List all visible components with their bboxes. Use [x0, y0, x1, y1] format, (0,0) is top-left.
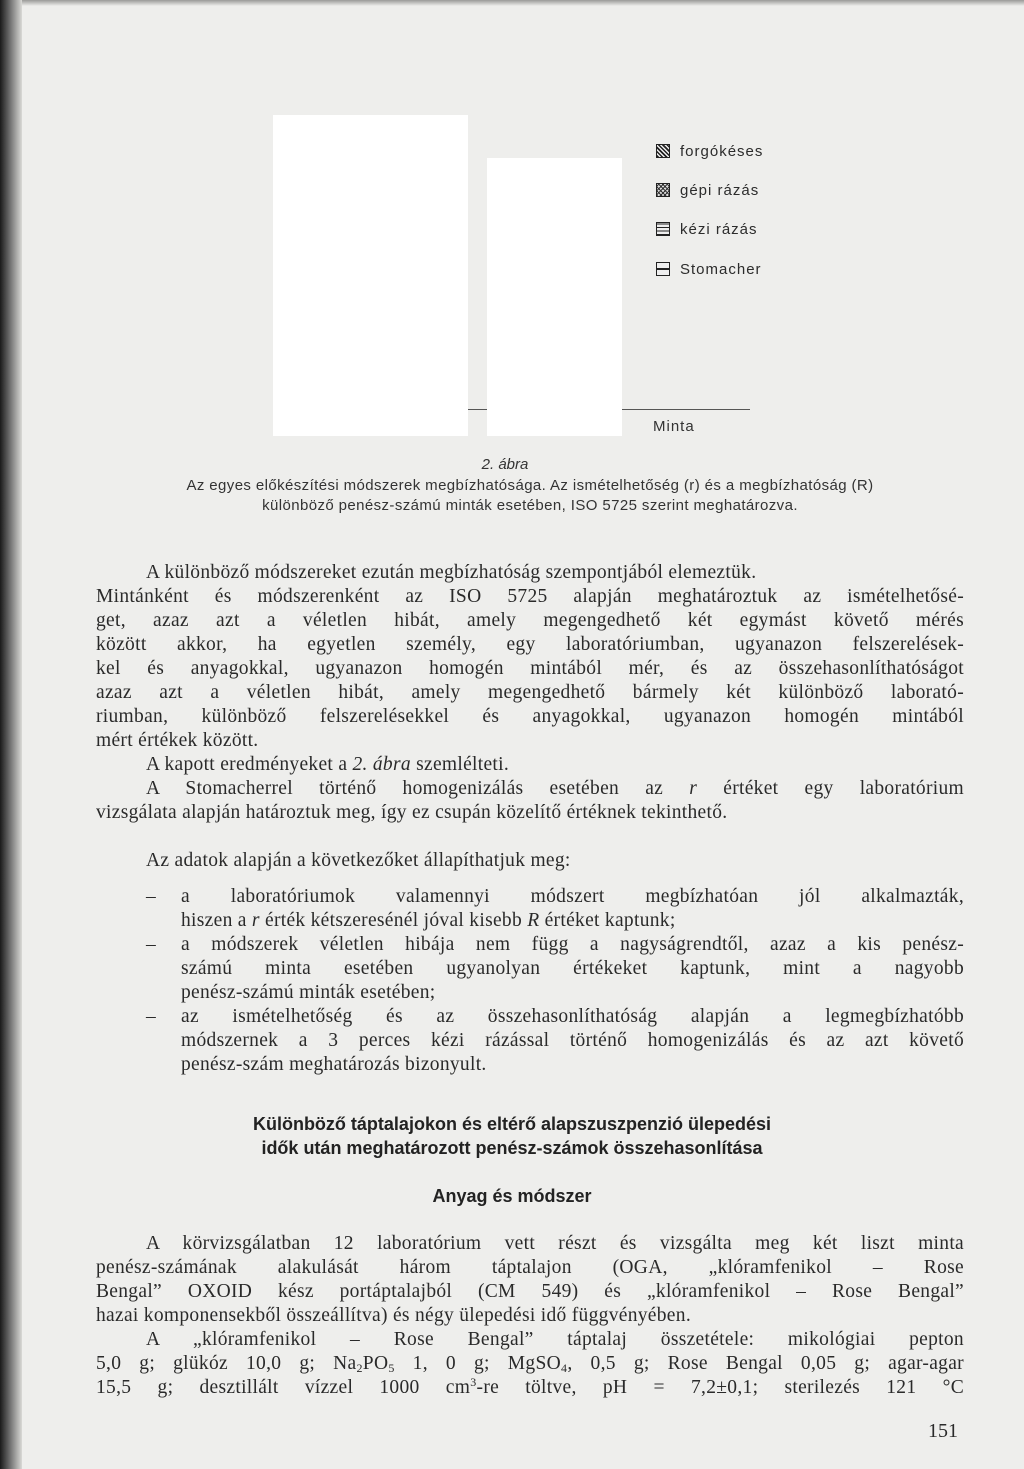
paragraph-line: [146, 777, 964, 801]
paragraph-line: A körvizsgálatban 12 laboratórium vett részt és vizsgálta meg két liszt minta: [146, 1233, 964, 1254]
text-run: A Stomacherrel történő homogenizálás esetében az: [146, 778, 690, 799]
legend-swatch-icon: [656, 262, 670, 276]
bullet-dash: –: [146, 1006, 157, 1027]
paragraph-line: A különböző módszereket ezután megbízhatóság szempontjából elemeztük.: [146, 562, 757, 583]
paragraph-line: Az adatok alapján a következőket állapíthatjuk meg:: [146, 850, 571, 871]
figure-caption: [80, 476, 980, 516]
scan-edge-shadow: [0, 0, 22, 1469]
caption-line: Az egyes előkészítési módszerek megbízhatósága. Az ismételhetőség (r) és a megbízhatóság (R): [186, 477, 874, 494]
text-run: -re töltve, pH = 7,2±0,1; sterilezés 121 °C: [476, 1377, 964, 1398]
legend-item: [656, 140, 763, 162]
symbol-R: R: [527, 910, 540, 931]
text-run: értéket egy laboratórium: [697, 778, 965, 799]
symbol-r: r: [689, 778, 698, 799]
paragraph-line: penész-számának alakulását három táptalajon (OGA, „klóramfenikol – Rose: [96, 1257, 964, 1278]
legend-swatch-icon: [656, 183, 670, 197]
x-axis-label: Minta: [653, 418, 695, 435]
text-run: hiszen a: [181, 910, 252, 931]
paragraph-line: hazai komponensekből összeállítva) és négy ülepedési idő függvényében.: [96, 1305, 691, 1326]
legend-item: [656, 258, 762, 280]
section-heading: Különböző táptalajokon és eltérő alapszuszpenzió ülepedési: [252, 1114, 772, 1134]
page-number: 151: [928, 1420, 958, 1442]
bullet-line: módszernek a 3 perces kézi rázással történő homogenizálás és az azt követő: [181, 1030, 964, 1051]
paragraph-line: kel és anyagokkal, ugyanazon homogén mintából mér, és az összehasonlíthatóságot: [96, 658, 964, 679]
text-run: 5,0 g; glükóz 10,0 g; Na: [96, 1353, 357, 1374]
caption-line: különböző penész-számú minták esetében, ISO 5725 szerint meghatározva.: [262, 497, 798, 514]
subscript: 2: [356, 1361, 363, 1375]
paragraph-line: vizsgálata alapján határoztuk meg, így ez csupán közelítő értéknek tekinthető.: [96, 802, 728, 823]
paragraph-line: [146, 753, 509, 777]
text-run: PO: [362, 1353, 389, 1374]
paragraph-line: között akkor, ha egyetlen személy, egy laboratóriumban, ugyanazon felszerelések-: [96, 634, 964, 655]
text-run: érték kétszeresénél jóval kisebb: [259, 910, 528, 931]
figure-panel-redacted-right: [487, 158, 622, 436]
text-run: A kapott eredményeket a: [146, 754, 353, 775]
bullet-line: penész-szám meghatározás bizonyult.: [181, 1054, 487, 1075]
paragraph-line: get, azaz azt a véletlen hibát, amely megengedhető két egymást követő mérés: [96, 610, 964, 631]
bullet-dash: –: [146, 934, 157, 955]
figure-reference: 2. ábra: [352, 754, 411, 775]
text-run: értéket kaptunk;: [539, 910, 676, 931]
bullet-dash: –: [146, 886, 157, 907]
text-run: 15,5 g; desztillált vízzel 1000 cm: [96, 1377, 471, 1398]
bullet-line: az ismételhetőség és az összehasonlíthatóság alapján a legmegbízhatóbb: [181, 1006, 964, 1027]
paragraph-line: azaz azt a véletlen hibát, amely megengedhető bármely két különböző laborató-: [96, 682, 964, 703]
bullet-line: számú minta esetében ugyanolyan értékeket kaptunk, mint a nagyobb: [181, 958, 964, 979]
legend-label: Stomacher: [680, 260, 762, 278]
legend-label: gépi rázás: [680, 181, 760, 199]
legend-swatch-icon: [656, 144, 670, 158]
figure-2: [100, 100, 980, 445]
x-axis-line-segment: [468, 409, 487, 410]
symbol-r: r: [251, 910, 260, 931]
subsection-heading: Anyag és módszer: [432, 1186, 592, 1206]
subscript: 5: [388, 1361, 395, 1375]
legend-item: [656, 218, 758, 240]
paragraph-line: [96, 1376, 964, 1400]
scan-top-edge: [22, 0, 1024, 6]
paragraph-line: [96, 1352, 964, 1376]
text-run: , 0,5 g; Rose Bengal 0,05 g; agar-agar: [567, 1353, 964, 1374]
figure-caption-number: 2. ábra: [481, 456, 529, 473]
bullet-line: penész-számú minták esetében;: [181, 982, 436, 1003]
paragraph-line: riumban, különböző felszerelésekkel és anyagokkal, ugyanazon homogén mintából: [96, 706, 964, 727]
bullet-line: a módszerek véletlen hibája nem függ a nagyságrendtől, azaz a kis penész-: [181, 934, 964, 955]
text-run: szemlélteti.: [410, 754, 510, 775]
legend-item: [656, 179, 759, 201]
figure-panel-redacted-left: [273, 115, 468, 436]
bullet-line: a laboratóriumok valamennyi módszert megbízhatóan jól alkalmazták,: [181, 886, 964, 907]
legend-swatch-icon: [656, 222, 670, 236]
paragraph-line: Bengal” OXOID kész portáptalajból (CM 549) és „klóramfenikol – Rose Bengal”: [96, 1281, 964, 1302]
paragraph-line: Mintánként és módszerenként az ISO 5725 alapján meghatároztuk az ismételhetősé-: [96, 586, 964, 607]
bullet-line: [181, 909, 676, 933]
superscript: 3: [470, 1375, 477, 1389]
text-run: 1, 0 g; MgSO: [394, 1353, 562, 1374]
legend-label: forgókéses: [680, 142, 764, 160]
paragraph-line: A „klóramfenikol – Rose Bengal” táptalaj összetétele: mikológiai pepton: [146, 1329, 964, 1350]
legend-label: kézi rázás: [680, 220, 758, 238]
subscript: 4: [561, 1361, 568, 1375]
paragraph-line: mért értékek között.: [96, 730, 259, 751]
section-heading: idők után meghatározott penész-számok összehasonlítása: [261, 1138, 763, 1158]
x-axis-line: [622, 409, 750, 410]
